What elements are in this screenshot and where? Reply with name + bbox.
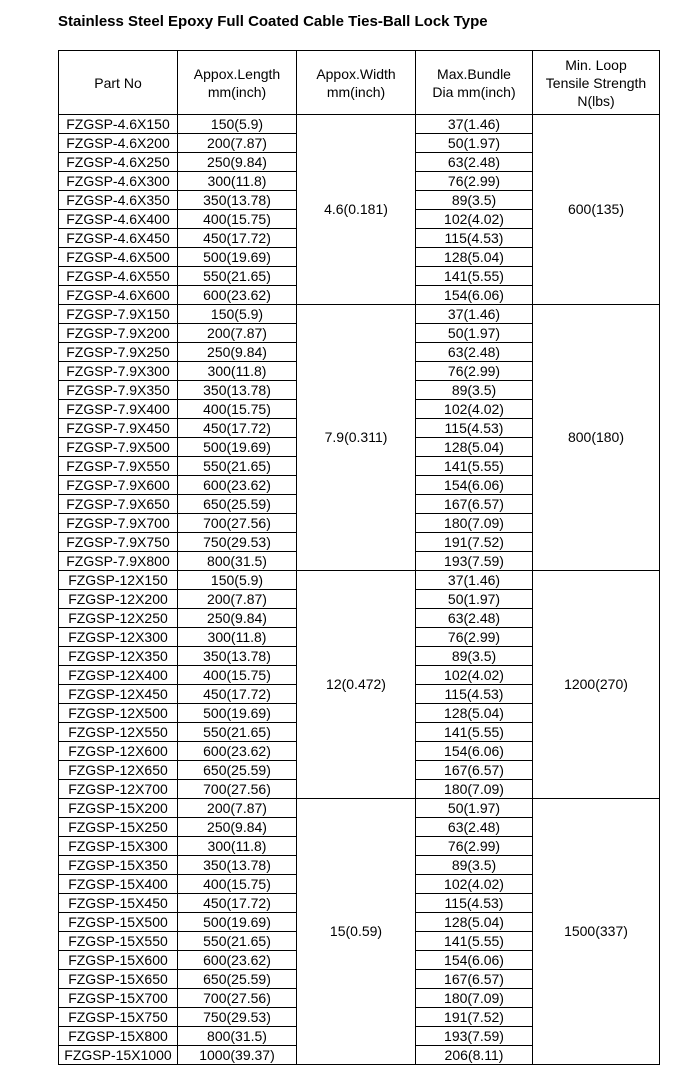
page-title: Stainless Steel Epoxy Full Coated Cable Ties-Ball Lock Type [58, 13, 488, 30]
length-cell: 200(7.87) [178, 590, 297, 609]
bundle-dia-cell: 102(4.02) [416, 400, 533, 419]
table-body [59, 115, 660, 1065]
part-no-cell: FZGSP-12X150 [59, 571, 178, 590]
length-cell: 1000(39.37) [178, 1046, 297, 1065]
part-no-cell: FZGSP-15X250 [59, 818, 178, 837]
length-cell: 550(21.65) [178, 267, 297, 286]
bundle-dia-cell: 141(5.55) [416, 723, 533, 742]
part-no-cell: FZGSP-12X500 [59, 704, 178, 723]
length-cell: 400(15.75) [178, 875, 297, 894]
part-no-cell: FZGSP-12X700 [59, 780, 178, 799]
table-row [59, 799, 660, 818]
header-width [297, 51, 416, 115]
part-no-cell: FZGSP-7.9X400 [59, 400, 178, 419]
length-cell: 650(25.59) [178, 761, 297, 780]
length-cell: 450(17.72) [178, 419, 297, 438]
part-no-cell: FZGSP-12X300 [59, 628, 178, 647]
tensile-cell: 800(180) [533, 305, 660, 571]
part-no-cell: FZGSP-15X700 [59, 989, 178, 1008]
part-no-cell: FZGSP-7.9X300 [59, 362, 178, 381]
length-cell: 300(11.8) [178, 628, 297, 647]
header-tensile-line2: Tensile Strength [545, 74, 647, 91]
table-row [59, 305, 660, 324]
bundle-dia-cell: 63(2.48) [416, 818, 533, 837]
part-no-cell: FZGSP-4.6X250 [59, 153, 178, 172]
header-part-no-label: Part No [94, 74, 142, 91]
bundle-dia-cell: 180(7.09) [416, 514, 533, 533]
length-cell: 300(11.8) [178, 837, 297, 856]
width-cell: 15(0.59) [297, 799, 416, 1065]
length-cell: 400(15.75) [178, 400, 297, 419]
part-no-cell: FZGSP-15X1000 [59, 1046, 178, 1065]
bundle-dia-cell: 89(3.5) [416, 647, 533, 666]
header-part-no [59, 51, 178, 115]
bundle-dia-cell: 76(2.99) [416, 628, 533, 647]
bundle-dia-cell: 115(4.53) [416, 419, 533, 438]
length-cell: 550(21.65) [178, 457, 297, 476]
length-cell: 700(27.56) [178, 514, 297, 533]
bundle-dia-cell: 76(2.99) [416, 837, 533, 856]
bundle-dia-cell: 76(2.99) [416, 172, 533, 191]
bundle-dia-cell: 115(4.53) [416, 894, 533, 913]
part-no-cell: FZGSP-15X600 [59, 951, 178, 970]
bundle-dia-cell: 154(6.06) [416, 742, 533, 761]
spec-table [58, 50, 660, 1065]
header-width-line2: mm(inch) [326, 83, 386, 100]
bundle-dia-cell: 154(6.06) [416, 951, 533, 970]
bundle-dia-cell: 128(5.04) [416, 913, 533, 932]
part-no-cell: FZGSP-7.9X250 [59, 343, 178, 362]
bundle-dia-cell: 128(5.04) [416, 704, 533, 723]
table-row [59, 115, 660, 134]
length-cell: 500(19.69) [178, 913, 297, 932]
length-cell: 350(13.78) [178, 647, 297, 666]
length-cell: 500(19.69) [178, 704, 297, 723]
bundle-dia-cell: 50(1.97) [416, 134, 533, 153]
part-no-cell: FZGSP-12X550 [59, 723, 178, 742]
part-no-cell: FZGSP-15X400 [59, 875, 178, 894]
table-header [59, 51, 660, 115]
length-cell: 350(13.78) [178, 856, 297, 875]
part-no-cell: FZGSP-7.9X200 [59, 324, 178, 343]
part-no-cell: FZGSP-4.6X350 [59, 191, 178, 210]
bundle-dia-cell: 89(3.5) [416, 856, 533, 875]
header-tensile-line1: Min. Loop [565, 56, 627, 73]
length-cell: 750(29.53) [178, 1008, 297, 1027]
length-cell: 250(9.84) [178, 343, 297, 362]
bundle-dia-cell: 37(1.46) [416, 305, 533, 324]
part-no-cell: FZGSP-7.9X450 [59, 419, 178, 438]
length-cell: 600(23.62) [178, 476, 297, 495]
part-no-cell: FZGSP-7.9X600 [59, 476, 178, 495]
part-no-cell: FZGSP-4.6X550 [59, 267, 178, 286]
part-no-cell: FZGSP-7.9X550 [59, 457, 178, 476]
length-cell: 350(13.78) [178, 381, 297, 400]
length-cell: 550(21.65) [178, 723, 297, 742]
length-cell: 600(23.62) [178, 286, 297, 305]
part-no-cell: FZGSP-15X550 [59, 932, 178, 951]
tensile-cell: 1500(337) [533, 799, 660, 1065]
bundle-dia-cell: 141(5.55) [416, 267, 533, 286]
bundle-dia-cell: 37(1.46) [416, 115, 533, 134]
part-no-cell: FZGSP-4.6X150 [59, 115, 178, 134]
part-no-cell: FZGSP-15X350 [59, 856, 178, 875]
header-width-line1: Appox.Width [316, 65, 396, 82]
length-cell: 350(13.78) [178, 191, 297, 210]
length-cell: 650(25.59) [178, 970, 297, 989]
part-no-cell: FZGSP-4.6X400 [59, 210, 178, 229]
length-cell: 300(11.8) [178, 362, 297, 381]
part-no-cell: FZGSP-7.9X650 [59, 495, 178, 514]
bundle-dia-cell: 193(7.59) [416, 552, 533, 571]
length-cell: 200(7.87) [178, 799, 297, 818]
part-no-cell: FZGSP-15X800 [59, 1027, 178, 1046]
part-no-cell: FZGSP-15X200 [59, 799, 178, 818]
bundle-dia-cell: 206(8.11) [416, 1046, 533, 1065]
header-length [178, 51, 297, 115]
bundle-dia-cell: 180(7.09) [416, 780, 533, 799]
part-no-cell: FZGSP-7.9X700 [59, 514, 178, 533]
length-cell: 300(11.8) [178, 172, 297, 191]
bundle-dia-cell: 63(2.48) [416, 609, 533, 628]
length-cell: 200(7.87) [178, 134, 297, 153]
part-no-cell: FZGSP-15X450 [59, 894, 178, 913]
length-cell: 750(29.53) [178, 533, 297, 552]
part-no-cell: FZGSP-4.6X450 [59, 229, 178, 248]
bundle-dia-cell: 102(4.02) [416, 666, 533, 685]
length-cell: 550(21.65) [178, 932, 297, 951]
part-no-cell: FZGSP-12X250 [59, 609, 178, 628]
part-no-cell: FZGSP-4.6X300 [59, 172, 178, 191]
bundle-dia-cell: 154(6.06) [416, 286, 533, 305]
bundle-dia-cell: 141(5.55) [416, 932, 533, 951]
part-no-cell: FZGSP-15X300 [59, 837, 178, 856]
bundle-dia-cell: 141(5.55) [416, 457, 533, 476]
part-no-cell: FZGSP-7.9X150 [59, 305, 178, 324]
header-tensile [533, 51, 660, 115]
length-cell: 800(31.5) [178, 1027, 297, 1046]
bundle-dia-cell: 191(7.52) [416, 1008, 533, 1027]
part-no-cell: FZGSP-7.9X800 [59, 552, 178, 571]
bundle-dia-cell: 102(4.02) [416, 875, 533, 894]
length-cell: 250(9.84) [178, 609, 297, 628]
part-no-cell: FZGSP-12X600 [59, 742, 178, 761]
length-cell: 400(15.75) [178, 666, 297, 685]
bundle-dia-cell: 50(1.97) [416, 324, 533, 343]
part-no-cell: FZGSP-4.6X200 [59, 134, 178, 153]
bundle-dia-cell: 128(5.04) [416, 438, 533, 457]
part-no-cell: FZGSP-12X650 [59, 761, 178, 780]
table-row [59, 571, 660, 590]
bundle-dia-cell: 193(7.59) [416, 1027, 533, 1046]
header-length-line2: mm(inch) [207, 83, 267, 100]
length-cell: 500(19.69) [178, 248, 297, 267]
width-cell: 4.6(0.181) [297, 115, 416, 305]
width-cell: 7.9(0.311) [297, 305, 416, 571]
length-cell: 200(7.87) [178, 324, 297, 343]
bundle-dia-cell: 89(3.5) [416, 381, 533, 400]
length-cell: 600(23.62) [178, 742, 297, 761]
bundle-dia-cell: 50(1.97) [416, 799, 533, 818]
bundle-dia-cell: 102(4.02) [416, 210, 533, 229]
bundle-dia-cell: 154(6.06) [416, 476, 533, 495]
header-length-line1: Appox.Length [193, 65, 281, 82]
bundle-dia-cell: 167(6.57) [416, 495, 533, 514]
length-cell: 700(27.56) [178, 989, 297, 1008]
bundle-dia-cell: 76(2.99) [416, 362, 533, 381]
length-cell: 250(9.84) [178, 153, 297, 172]
length-cell: 450(17.72) [178, 229, 297, 248]
part-no-cell: FZGSP-7.9X350 [59, 381, 178, 400]
part-no-cell: FZGSP-12X350 [59, 647, 178, 666]
length-cell: 450(17.72) [178, 685, 297, 704]
tensile-cell: 600(135) [533, 115, 660, 305]
length-cell: 250(9.84) [178, 818, 297, 837]
bundle-dia-cell: 167(6.57) [416, 970, 533, 989]
bundle-dia-cell: 115(4.53) [416, 685, 533, 704]
part-no-cell: FZGSP-12X200 [59, 590, 178, 609]
header-bundle-line2: Dia mm(inch) [432, 83, 516, 100]
bundle-dia-cell: 63(2.48) [416, 153, 533, 172]
bundle-dia-cell: 50(1.97) [416, 590, 533, 609]
part-no-cell: FZGSP-15X500 [59, 913, 178, 932]
length-cell: 700(27.56) [178, 780, 297, 799]
bundle-dia-cell: 63(2.48) [416, 343, 533, 362]
bundle-dia-cell: 89(3.5) [416, 191, 533, 210]
part-no-cell: FZGSP-7.9X750 [59, 533, 178, 552]
length-cell: 600(23.62) [178, 951, 297, 970]
bundle-dia-cell: 167(6.57) [416, 761, 533, 780]
length-cell: 150(5.9) [178, 571, 297, 590]
part-no-cell: FZGSP-7.9X500 [59, 438, 178, 457]
length-cell: 800(31.5) [178, 552, 297, 571]
bundle-dia-cell: 37(1.46) [416, 571, 533, 590]
length-cell: 450(17.72) [178, 894, 297, 913]
length-cell: 400(15.75) [178, 210, 297, 229]
header-bundle-line1: Max.Bundle [437, 65, 511, 82]
header-bundle [416, 51, 533, 115]
part-no-cell: FZGSP-12X400 [59, 666, 178, 685]
part-no-cell: FZGSP-4.6X500 [59, 248, 178, 267]
width-cell: 12(0.472) [297, 571, 416, 799]
bundle-dia-cell: 115(4.53) [416, 229, 533, 248]
tensile-cell: 1200(270) [533, 571, 660, 799]
bundle-dia-cell: 191(7.52) [416, 533, 533, 552]
bundle-dia-cell: 128(5.04) [416, 248, 533, 267]
header-row [59, 51, 660, 115]
header-tensile-line3: N(lbs) [577, 92, 615, 109]
length-cell: 150(5.9) [178, 115, 297, 134]
length-cell: 500(19.69) [178, 438, 297, 457]
length-cell: 650(25.59) [178, 495, 297, 514]
part-no-cell: FZGSP-4.6X600 [59, 286, 178, 305]
part-no-cell: FZGSP-15X750 [59, 1008, 178, 1027]
length-cell: 150(5.9) [178, 305, 297, 324]
part-no-cell: FZGSP-15X650 [59, 970, 178, 989]
part-no-cell: FZGSP-12X450 [59, 685, 178, 704]
bundle-dia-cell: 180(7.09) [416, 989, 533, 1008]
